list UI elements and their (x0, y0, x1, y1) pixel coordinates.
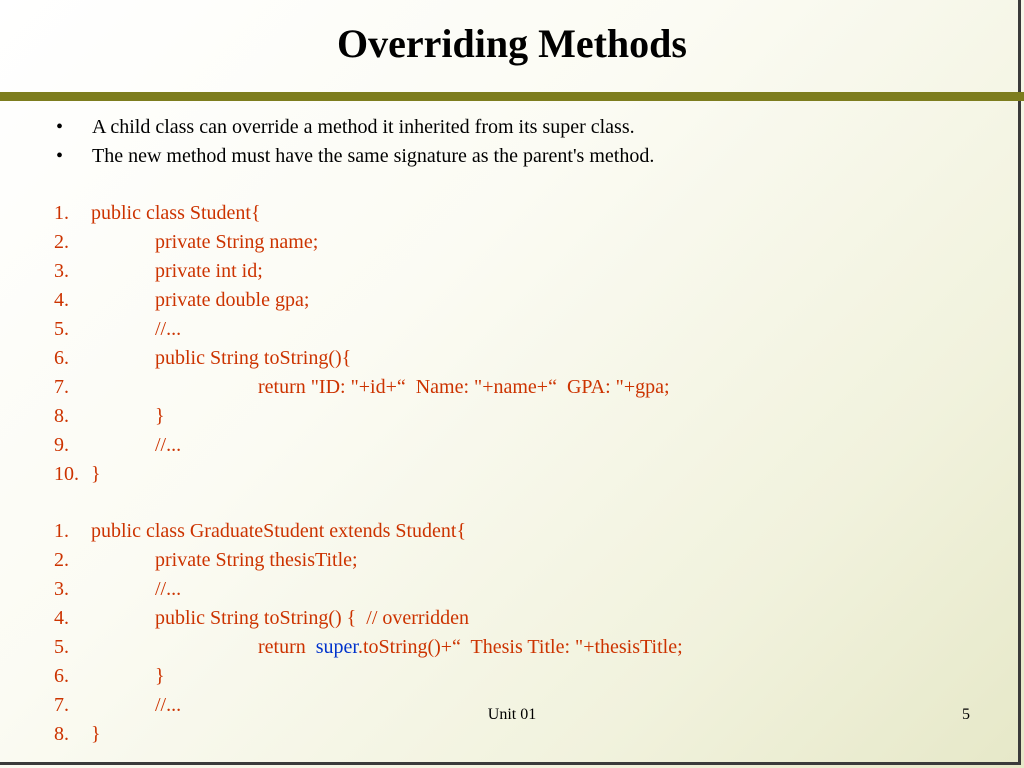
slide-number: 5 (962, 706, 970, 723)
line-number: 7. (54, 376, 69, 398)
line-number: 6. (54, 665, 69, 687)
bullet-list (56, 113, 654, 171)
line-number: 9. (54, 434, 69, 456)
line-number: 1. (54, 520, 69, 542)
code-text (258, 633, 683, 662)
code-text: } (155, 405, 165, 427)
code-super-call: .toString()+“ Thesis Title: "+thesisTitle; (357, 636, 683, 658)
slide-title: Overriding Methods (337, 21, 687, 66)
code-text: private double gpa; (155, 289, 310, 311)
code-text: //... (155, 694, 182, 716)
line-number: 2. (54, 549, 69, 571)
code-text: return "ID: "+id+“ Name: "+name+“ GPA: "+gpa; (258, 376, 670, 398)
code-text: public class GraduateStudent extends Student{ (91, 520, 467, 542)
code-text: private int id; (155, 260, 263, 282)
code-text: } (155, 665, 165, 687)
code-text: public String toString() { // overridden (155, 607, 470, 629)
code-text: } (91, 723, 101, 745)
bullet-text: The new method must have the same signature as the parent's method. (92, 145, 655, 167)
super-keyword: super (315, 636, 358, 658)
line-number: 8. (54, 405, 69, 427)
line-number: 5. (54, 318, 69, 340)
bullet-text: A child class can override a method it inherited from its super class. (92, 116, 635, 138)
line-number: 4. (54, 289, 69, 311)
line-number: 4. (54, 607, 69, 629)
line-number: 7. (54, 694, 69, 716)
code-text: public class Student{ (91, 202, 261, 224)
line-number: 1. (54, 202, 69, 224)
code-text: public String toString(){ (155, 347, 352, 369)
line-number: 2. (54, 231, 69, 253)
bullet-item (56, 113, 654, 142)
bullet-marker: • (56, 145, 64, 167)
code-return: return (258, 636, 316, 658)
code-text: //... (155, 578, 182, 600)
line-number: 3. (54, 260, 69, 282)
code-text: } (91, 463, 101, 485)
code-text: private String thesisTitle; (155, 549, 358, 571)
line-number: 8. (54, 723, 69, 745)
footer-unit-label: Unit 01 (487, 706, 537, 723)
line-number: 6. (54, 347, 69, 369)
code-text: private String name; (155, 231, 319, 253)
code-text: //... (155, 434, 182, 456)
title-rule (0, 92, 1024, 101)
line-number: 10. (54, 463, 79, 485)
bullet-item (56, 142, 654, 171)
bullet-marker: • (56, 116, 64, 138)
line-number: 3. (54, 578, 69, 600)
line-number: 5. (54, 636, 69, 658)
code-text: //... (155, 318, 182, 340)
